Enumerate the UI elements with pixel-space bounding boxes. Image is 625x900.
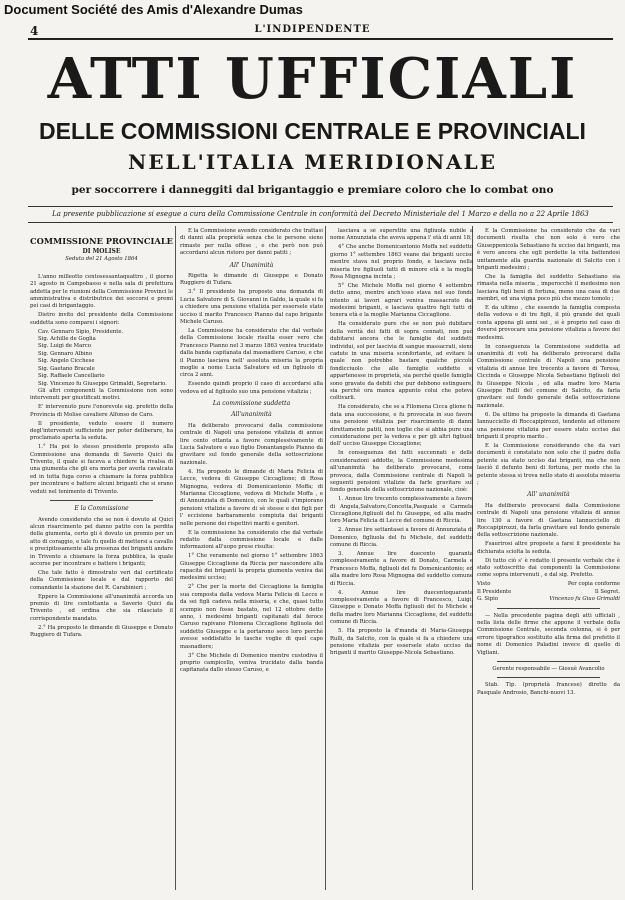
paragraph: Che la famiglia del suddetto Sebastiano sia rimasta nella miseria , imperocchè il medesimo non lasciava figli beni di fortuna, meno una casa di due membri, ed una vigna poco più che mezzo tomolo ;: [477, 273, 620, 303]
signature-right: [549, 581, 620, 603]
paragraph: Di tutto ciò s' è redatto il presente verbale che è stato sottoscritto dai componenti la Commissione come sopra intervenuti , e dal sig. Prefetto.: [477, 557, 620, 579]
paragraph: 2.° Ha proposto le dimande di Giuseppe e Donato Ruggiero di Tufara.: [30, 624, 173, 639]
member-name: Sig. Vincenzo fu Giuseppe Grimaldi, Segretario.: [38, 380, 167, 387]
signature-left: [477, 581, 511, 603]
member-name: Sig. Luigi de Marco: [38, 343, 91, 350]
paragraph: Ha deliberato provocarsi dalla Commissione centrale di Napoli una pensione vitalizia di annue lire 130 a favore di Gaetana Iannucciello di Roccapipirozzi, da farla gravitare sul fondo generale della sottoscrizione nazionale.: [477, 502, 620, 539]
paragraph: E da ultimo , che essendo la famiglia composta della vedova e di tre figli, il più grande dei quali conta appena gli anni sei , si è proprio nel caso di doversi provocare una pensione vitalizia a favore dei medesimi.: [477, 305, 620, 341]
paragraph: Ha deliberato provocarsi dalla commissione centrale di Napoli una pensione vitalizia di annue lire cento ottanta a favore complessivamente di Lucia Salvatore e suo figlio Donantangelo Pianno da gravitare sul fondo generale della sottoscrizione nazionale.: [180, 422, 323, 466]
signature-line: G. Sipio: [477, 596, 499, 603]
member-name: Cav. Gennaro Sipio, Presidente.: [38, 328, 124, 335]
commission-heading: COMMISSIONE PROVINCIALE: [30, 236, 173, 246]
column-divider: [175, 226, 176, 890]
subheading: All' Unanimità: [229, 261, 274, 269]
paragraph: In conseguenza dei fatti succennati e delle considerazioni addotte, la Commissione medesima all'unanimità ha deliberato provocarsi, come provoca, dalla Commissione centrale di Napoli le seguenti pensioni vitalizie da farle gravitare sul fondo generale della sottoscrizione nazionale, cioè:: [330, 450, 473, 494]
article-column-2: [180, 228, 323, 888]
paragraph: Dietro invito del presidente della Commissione suddetta sono comparsi i signori:: [30, 312, 173, 326]
subtitle-purpose: per soccorrere i danneggiti dal brigantaggio e premiare coloro che lo combat ono: [71, 184, 554, 196]
paragraph: 1. Annue lire trecento complessivamente a favore di Angela,Salvatore,Concetta,Pasquale e Carmela Ciccaglione,figliuoli del fu Giuseppe, ed alla madre loro Maria Felicia di Lecce del comune di Riccia.: [330, 496, 473, 525]
member-name: Sig. Angelo Cicchese: [38, 358, 95, 365]
paragraph: 2° Che per la morte del Ciccaglione la famiglia sua composta dalla vedova Maria Felicia di Lecce e da sei figli cadeva nella miseria, e che, quasi tutto scempio non fosse bastato, nel 12 ottobre detto anno, i medesimi briganti capitanati dal feroce Caruso rapivano Filomena Ciccaglione figliuola del suddetto Giuseppe e la portarono seco loro perchè avesse soddisfatto le tasche voglie di quel capo masnadiere;: [180, 584, 323, 650]
signature-line: Il Presidente: [477, 588, 512, 595]
paragraph: E la Commissione ha considerato che da vari documenti risulta che non solo è vero che Giuseppenicola Sebastiano fu ucciso dai briganti, ma è vero ancora che egli perdette la vita battendosi unitamente alla guardia nazionale di Salcito con i briganti medesimi ;: [477, 228, 620, 272]
header-rule-lower: [28, 222, 613, 223]
member-name: Sig. Achille de Goglia: [38, 336, 96, 343]
paragraph: 6. Da ultimo ha proposto la dimanda di Gaetana Iannucciello di Roccapipirozzi, tendente ad ottenere una pensione vitalizia per essere stato ucciso dai briganti il proprio marito .: [477, 411, 620, 440]
paragraph: lasciava a sè superstite una figliuola nubile a nome Annunziata che aveva appena l' età di anni 18;: [330, 228, 473, 242]
paragraph: La Commissione ha considerato che dal verbale della Commissione locale risulta esser vero che Francesco Pianno nel 3 marzo 1863 veniva trucidato dalla banda capitanata dal masnadiere Caruso, e che il Pianno lasciava nell' assoluta miseria la propria moglie a nome Lucia Salvatore ed un figliuolo di circa 2 anni.: [180, 327, 323, 379]
publication-notice: La presente pubblicazione si esegue a cura della Commissione Centrale in conformità del Decreto Ministeriale del 1 Marzo e della no a 22 Aprile 1863: [52, 210, 589, 218]
separator: [497, 677, 600, 678]
paragraph: Gli altri componenti la Commissione non sono intervenuti per giustificati motivi.: [30, 387, 173, 402]
paragraph: E la Commissione considerando che da vari documenti è constatato non solo che il padre della petente sia stato ucciso dai briganti, ma che non lasciò il defunto beni di fortuna, per modo che la petente stessa si trova nello stato di assoluta miseria ;: [477, 442, 620, 486]
article-column-3: [330, 228, 473, 888]
paragraph: Ha considerato, che se a Filomena Cicca glione fu data una successione, e fu provocata in suo favore una pensione vitalizia per risarcimento di danni direttamente patiti, non toglie che si abbia pure una considerazione per la vedova e per gli altri figliuoli dell' ucciso Giuseppe Ciccaglione;: [330, 404, 473, 448]
paragraph: E la commissione ha considerato che dal verbale redatto dalla commissione locale e dalle informazioni all'uopo prese risulta:: [180, 529, 323, 551]
subheading: All'unanimità: [231, 411, 272, 419]
top-rule: [28, 38, 613, 40]
paragraph: 5. Ha proposto la d'manda di Maria-Giuseppa Rulli, da Salcito, con la quale si fa a chiedere una pensione vitalizia per essersele stato ucciso dai briganti il marito Giuseppe-Nicola Sebastiano.: [330, 628, 473, 657]
article-column-4: [477, 228, 620, 888]
responsible-manager: Gerente responsabile — Giosuè Avancolio: [492, 665, 605, 672]
signature-line: Per copia conforme: [567, 581, 620, 588]
separator: [50, 500, 153, 501]
paragraph: 3.° Il presidente ha proposto una domanda di Lucia Salvatore di S. Giovanni in Galdo, la quale si fa a chiedere una pensione vitalizia per essersele stato ucciso il marito Francesco Pianno dal capo brigante Michele Caruso.: [180, 289, 323, 325]
watermark-text: Document Société des Amis d'Alexandre Dumas: [4, 2, 303, 17]
session-date: Seduta del 21 Agosto 1864: [65, 256, 138, 263]
subheading: All' unanimità: [527, 491, 570, 499]
subheading: La commissione suddetta: [212, 400, 291, 408]
subheading: E la Commissione: [74, 505, 129, 513]
province-name: DI MOLISE: [82, 247, 121, 255]
paragraph: 3. Annue lire duecento quaranta complessivamente a favore di Donato, Carmela e Francesco Moffa, figliuoli del fu Domenicantonio; ed alla madre loro Rosa Mignogna del suddetto comune di Riccia.: [330, 551, 473, 587]
article-column-1: [30, 228, 173, 888]
printer-imprint: Stab. Tip. (proprietà francese) diretto da Pasquale Androsio, Banchi-nuovi 13.: [477, 682, 620, 696]
paragraph: 2. Annue lire settantasei a favore di Annunziata di Domenico, figliuola del fu Michele, del suddetto comune di Riccia.: [330, 527, 473, 549]
paragraph: L'anno milleotto centosessantaquattro , il giorno 21 agosto in Campobasso e nella sala di prefettura addetta per le riunioni della Commissione Provinci le amministrativa e distributrice dei soccorsi e premi pei casi di brigantaggio.: [30, 273, 173, 310]
paragraph: Il presidente, veduto essere il numero degl'intervenuti sufficiente per poter deliberare, ha proclamato aperta la seduta.: [30, 420, 173, 442]
paragraph: 1° Che veramente nel giorno 1° settembre 1863 Giuseppe Ciccaglione da Riccia per nascondere alla rapacità dei briganti la propria giumenta veniva dai medesimi ucciso;: [180, 553, 323, 582]
paragraph: Rigetta le dimande di Giuseppe e Donato Ruggiero di Tufara.: [180, 273, 323, 287]
paragraph: 3° Che Michele di Domenico mentre custodiva il proprio campicello, veniva trucidato dalla banda capitanata dallo stesso Caruso, e: [180, 652, 323, 674]
paragraph: E la Commissione avendo considerato che trattasi di danni alla proprietà senza che le persone sieno rimaste per nulla offese , e che però non può accordarsi alcun ristoro per danni patiti ;: [180, 228, 323, 257]
paragraph: Essendo quindi proprio il caso di accordarsi alla vedova ed al figliuolo suo una pensione vitalizia ;: [180, 381, 323, 395]
column-divider: [325, 226, 326, 890]
signature-block: [477, 581, 620, 603]
paragraph: In conseguenza la Commissione suddetta ad unanimità di voti ha deliberato provocarsi dalla Commissione centrale di Napoli una pensione vitalizia di annue lire trecento a favore di Teresa, Ciccinda e Giuseppe Nicola Sebastiano figliuoli del fu Giuseppe Nicola , ed alla madre loro Maria Giuseppe Rulli del comune di Salcito, da farla gravitare sul fondo generale della sottoscrizione nazionale.: [477, 343, 620, 409]
errata-note: — Nella precedente pagina degli atti ufficiali , nella lista delle firme che appone il verbale della Commissione Centrale, seconda colonna, si è per errore tipografico sostituito alla firma del prefetto il nome di Domenico Paladini invece di quello di Vigliani.: [477, 612, 620, 656]
masthead-title: ATTI UFFICIALI: [47, 46, 578, 112]
paragraph: Fsaurirosi altre proposte a farsi il presidente ha dichiarata sciolta la seduta.: [477, 541, 620, 555]
paragraph: 5° Che Michele Moffa nel giorno 4 settembre detto anno, mentre anch'esso stava nel suo fondo intento ai lavori agrari veniva massacrato dai medesimi briganti, e lasciava quattro figli tutti di tenera età e la moglie Marianna Ciccaglione.: [330, 282, 473, 319]
paragraph: Ha considerato pure che se non può dubitarsi della verità dei fatti di sopra cennati, non può dubitarsi ancora che le famiglie del suddetti individui, sol per lascivia di sangue massacrati, sieno cadute in una miseria sconfortante, ad evitare la quale non potrebbe bastare qualche piccolo fondicciuolo che alle famiglie suddette si appartenesse in proprietà, sia perchè quelle famiglie sono gravate da debiti che pur debbono estinguere, sia perchè ora manca appunto colui che poteva coltivarli.: [330, 321, 473, 402]
header-rule: [28, 206, 613, 207]
paragraph: 4. Ha proposto le dimande di Maria Felicia di Lecce, vedova di Giuseppe Ciccaglione; di Rosa Mignogna, vedova di Domenicantonio Moffa; di Marianna Ciccaglione, vedova di Michele Moffa , e di Annunziata di Domenico, con le quali s'impiorano pensioni vitalizie a favore di sè stesse e dei figli per l' eccisione barbaramente compiuta dai briganti nelle persone dei rispettivi mariti e genitori.: [180, 468, 323, 527]
member-name: Sig. Raffaele Cancellario: [38, 373, 105, 380]
page-number: 4: [30, 24, 39, 38]
separator: [497, 608, 600, 609]
signature-line: Vincenzo fu Giuo Grimaldi: [549, 596, 620, 603]
member-name: Sig. Gennaro Albino: [38, 350, 93, 357]
paragraph: 4° Che anche Domenicantonio Moffa nel suddetto giorno 1° settembre 1863 veane dai briganti ucciso mentre stava nel proprio fondo, e lasciava nella miseria tre figliuoli tutti di minore età e la moglie Rosa Mignogna incinta ;: [330, 244, 473, 280]
signature-line: Il Segret.: [594, 588, 620, 595]
member-name: Sig. Gaetano Bracale: [38, 365, 95, 372]
paragraph: 1.° Ha poi lo stesso presidente proposto alla Commissione una domanda di Saverio Quici da Trivento, il quale si faceva a chiedere la rivalsa di una giumenta che gli era morta per averla cavalcata ed in tutta fuga corso a chiamare la forza pubblica per incontrare e battere alcuni briganti che si erano veduti nel tenimento di Trivento.: [30, 444, 173, 495]
separator: [497, 661, 600, 662]
subtitle-commissions: DELLE COMMISSIONI CENTRALE E PROVINCIALI: [39, 118, 586, 144]
paragraph: Eppero la Commissione all'unanimità accorda un premio di lire centottanta a Saverio Quici da Trivento , ed ordina che sia rilasciato il corrispondente mandato.: [30, 593, 173, 622]
paragraph: 4. Annue lire duecentoquaranta complessivamente a favore di Francesco, Luigi, Giuseppe e Donato Moffa figliuoli del fu Michele e della madre loro Marianna Ciccaglione, del suddetto comune di Riccia.: [330, 589, 473, 626]
signature-line: Visto: [477, 581, 491, 588]
newspaper-name: L'INDIPENDENTE: [254, 24, 371, 35]
paragraph: Che tale fatto è dimostrato veri dal certificato della Commissione locale e dal rapporto del comandante la stazione dei R. Carabinieri ;: [30, 569, 173, 591]
subtitle-region: NELL'ITALIA MERIDIONALE: [128, 150, 497, 174]
paragraph: E' intervenuto pure l'onorevole sig. prefetto della Provincia di Molise cavaliere Alfonso de Caro.: [30, 404, 173, 418]
paragraph: Avendo considerato che se non è dovuto al Quici alcun risarcimento pel danno patito con la perdita della giumenta, certo gli è dovuto un premio per un atto di coraggio, e tale fu quello di mettersi a cavallo e precipitosamente alla presenza dei briganti andare in Trivento a chiamare la forza pubblica, la quale accorse per incontrare e battere i briganti;: [30, 516, 173, 567]
